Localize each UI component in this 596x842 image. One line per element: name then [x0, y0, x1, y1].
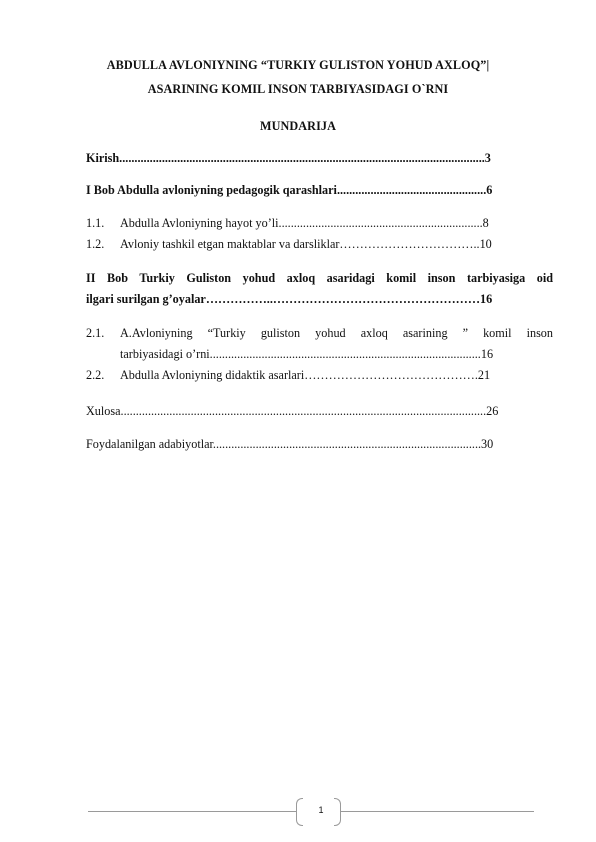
toc-number-1-1: 1.1.: [86, 216, 105, 230]
toc-entry-foydalanilgan-adabiyotlar: Foydalanilgan adabiyotlar........................................................................................30: [86, 437, 494, 451]
document-title-line-2: ASARINING KOMIL INSON TARBIYASIDAGI O`RNI: [147, 82, 449, 96]
toc-entry-kirish: Kirish........................................................................................................................3: [86, 151, 491, 165]
toc-number-2-1: 2.1.: [86, 326, 105, 340]
toc-entry-2-1-line-1: A.Avloniyning “Turkiy guliston yohud axloq asarining ” komil inson: [120, 326, 553, 340]
toc-number-2-2: 2.2.: [86, 368, 105, 382]
toc-entry-1-1: Abdulla Avloniyning hayot yo’li...................................................................8: [120, 216, 489, 230]
footer-rule-right: [340, 811, 534, 812]
toc-entry-2-2: Abdulla Avloniyning didaktik asarlari…………………………………….21: [120, 368, 491, 382]
contents-heading: MUNDARIJA: [259, 119, 337, 133]
toc-number-1-2: 1.2.: [86, 237, 105, 251]
document-title-line-1: ABDULLA AVLONIYNING “TURKIY GULISTON YOHUD AXLOQ”|: [106, 58, 490, 72]
toc-entry-1-2: Avloniy tashkil etgan maktablar va darsliklar……………………………..10: [120, 237, 492, 251]
page-number: 1: [318, 805, 324, 815]
footer-rule-left: [88, 811, 296, 812]
toc-entry-2-1-line-2: tarbiyasidagi o’rni.........................................................................................16: [120, 347, 494, 361]
toc-entry-bob-2-line-1: II Bob Turkiy Guliston yohud axloq asaridagi komil inson tarbiyasiga oid: [86, 271, 553, 285]
toc-entry-bob-2-line-2: ilgari surilgan g’oyalar……………..……………………………………………16: [86, 292, 493, 306]
toc-entry-xulosa: Xulosa........................................................................................................................26: [86, 404, 499, 418]
toc-entry-bob-1: I Bob Abdulla avloniyning pedagogik qarashlari.................................................6: [86, 183, 493, 197]
